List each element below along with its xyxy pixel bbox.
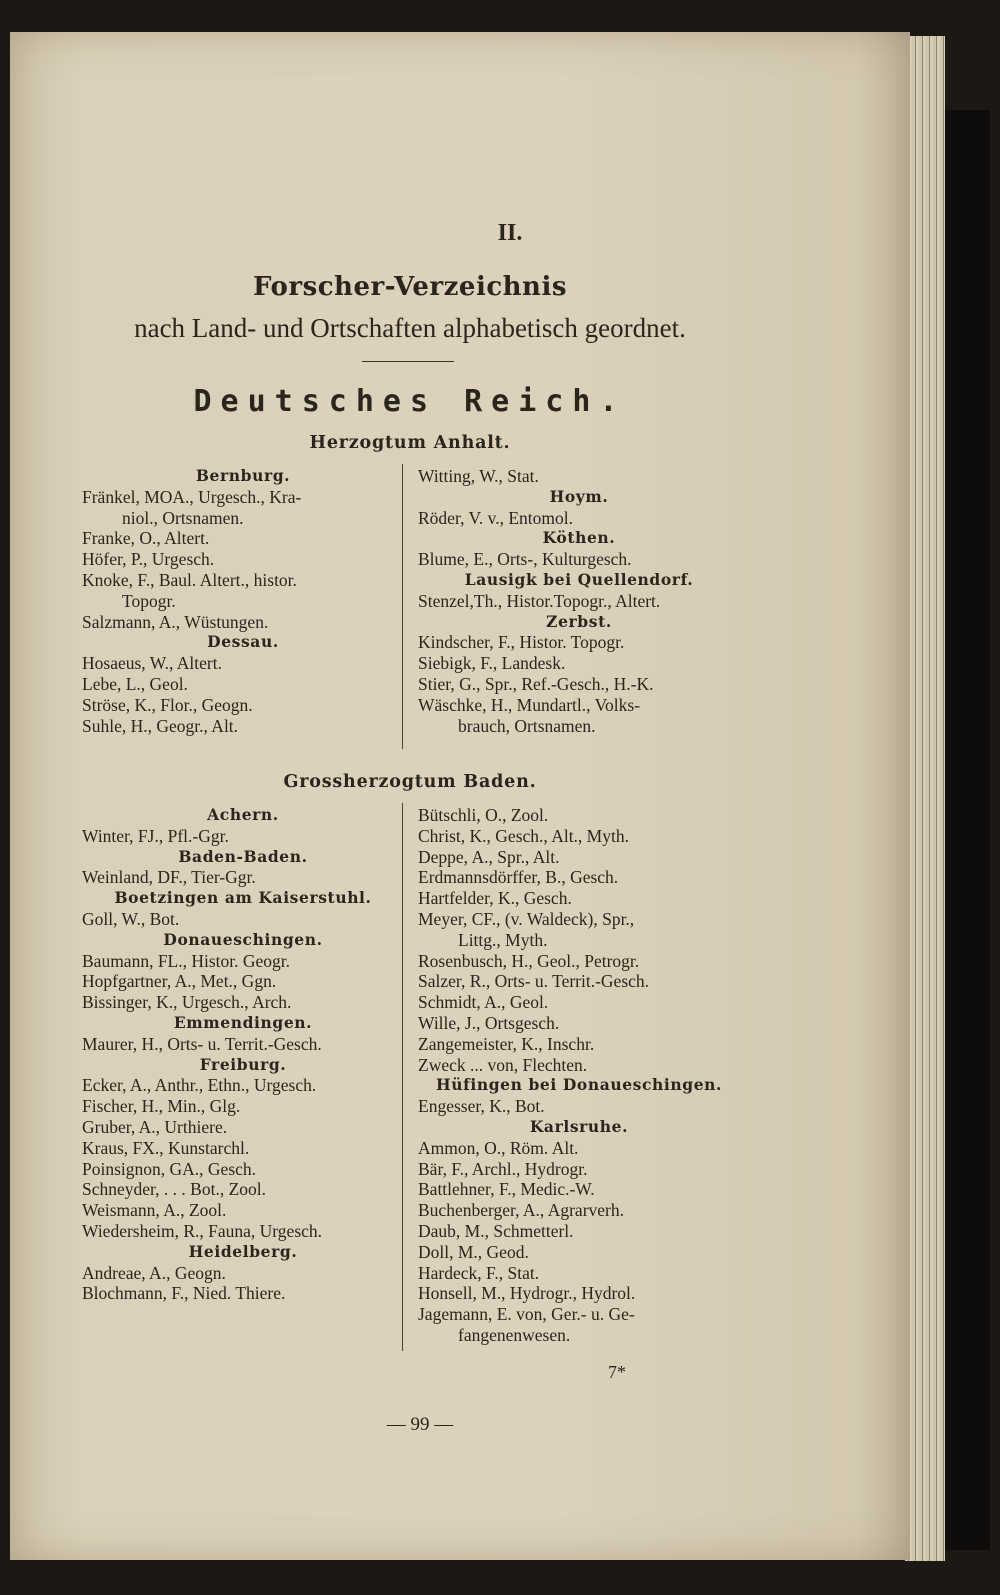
list-item: Deppe, A., Spr., Alt. xyxy=(418,846,560,867)
territory-heading-anhalt: Herzogtum Anhalt. xyxy=(309,433,511,453)
list-item: Knoke, F., Baul. Altert., histor. xyxy=(82,569,297,590)
place-heading: Dessau. xyxy=(207,632,279,652)
list-item: Zangemeister, K., Inschr. xyxy=(418,1033,595,1054)
page-edges xyxy=(905,36,945,1561)
list-item: Schneyder, . . . Bot., Zool. xyxy=(82,1179,266,1200)
baden-left-column xyxy=(82,805,404,1304)
list-item: Honsell, M., Hydrogr., Hydrol. xyxy=(418,1283,636,1304)
title-rule xyxy=(362,361,454,362)
place-heading: Hüfingen bei Donaueschingen. xyxy=(435,1075,723,1095)
list-item: niol., Ortsnamen. xyxy=(122,507,244,528)
territory-heading-baden: Grossherzogtum Baden. xyxy=(283,772,537,792)
list-item: Christ, K., Gesch., Alt., Myth. xyxy=(418,825,629,846)
place-heading: Lausigk bei Quellendorf. xyxy=(464,569,694,589)
list-item: Poinsignon, GA., Gesch. xyxy=(82,1158,257,1179)
list-item: Winter, FJ., Pfl.-Ggr. xyxy=(82,825,229,846)
place-heading: Achern. xyxy=(207,805,279,824)
list-item: Hopfgartner, A., Met., Ggn. xyxy=(82,971,277,992)
place-heading: Emmendingen. xyxy=(173,1012,313,1032)
list-item: Blume, E., Orts-, Kulturgesch. xyxy=(418,549,632,570)
list-item: Weinland, DF., Tier-Ggr. xyxy=(82,867,256,888)
list-item: Andreae, A., Geogn. xyxy=(82,1262,226,1283)
list-item: Goll, W., Bot. xyxy=(82,908,180,929)
list-item: Wäschke, H., Mundartl., Volks- xyxy=(418,694,640,715)
list-item: Salzer, R., Orts- u. Territ.-Gesch. xyxy=(418,971,650,992)
list-item: Röder, V. v., Entomol. xyxy=(418,507,574,528)
list-item: Siebigk, F., Landesk. xyxy=(418,653,566,674)
list-item: Franke, O., Altert. xyxy=(82,528,210,549)
list-item: Kraus, FX., Kunstarchl. xyxy=(82,1137,250,1158)
list-item: Kindscher, F., Histor. Topogr. xyxy=(418,632,625,653)
list-item: Stenzel,Th., Histor.Topogr., Altert. xyxy=(418,590,661,611)
column-divider xyxy=(402,464,403,749)
list-item: Fischer, H., Min., Glg. xyxy=(82,1096,241,1117)
place-heading: Heidelberg. xyxy=(188,1241,298,1261)
place-heading: Donaueschingen. xyxy=(163,929,323,949)
list-item: Daub, M., Schmetterl. xyxy=(418,1220,574,1241)
list-item: Meyer, CF., (v. Waldeck), Spr., xyxy=(418,908,635,929)
place-heading: Boetzingen am Kaiserstuhl. xyxy=(114,888,372,908)
list-item: Bär, F., Archl., Hydrogr. xyxy=(418,1158,588,1179)
list-item: Battlehner, F., Medic.-W. xyxy=(418,1179,595,1200)
list-item: Ammon, O., Röm. Alt. xyxy=(418,1137,579,1158)
list-item: Salzmann, A., Wüstungen. xyxy=(82,611,269,632)
page-title: Forscher-Verzeichnis xyxy=(253,272,567,302)
list-item: Höfer, P., Urgesch. xyxy=(82,549,215,570)
list-item: Erdmannsdörffer, B., Gesch. xyxy=(418,867,619,888)
place-heading: Freiburg. xyxy=(199,1054,287,1074)
place-heading: Bernburg. xyxy=(195,466,291,485)
list-item: Littg., Myth. xyxy=(458,929,548,950)
list-item: Blochmann, F., Nied. Thiere. xyxy=(82,1283,286,1304)
place-heading: Köthen. xyxy=(542,528,616,548)
list-item: Ecker, A., Anthr., Ethn., Urgesch. xyxy=(82,1075,317,1096)
anhalt-right-column xyxy=(418,466,740,736)
list-item: Ströse, K., Flor., Geogn. xyxy=(82,694,253,715)
column-divider xyxy=(402,803,403,1351)
list-item: Witting, W., Stat. xyxy=(418,466,539,486)
list-item: Suhle, H., Geogr., Alt. xyxy=(82,715,239,736)
list-item: Buchenberger, A., Agrarverh. xyxy=(418,1200,624,1221)
list-item: Lebe, L., Geol. xyxy=(82,673,188,694)
list-item: Zweck ... von, Flechten. xyxy=(418,1054,588,1075)
list-item: Wille, J., Ortsgesch. xyxy=(418,1012,560,1033)
baden-right-column xyxy=(418,805,740,1346)
place-heading: Karlsruhe. xyxy=(529,1116,629,1136)
list-item: Rosenbusch, H., Geol., Petrogr. xyxy=(418,950,640,971)
place-heading: Baden-Baden. xyxy=(178,846,308,866)
list-item: Wiedersheim, R., Fauna, Urgesch. xyxy=(82,1220,323,1241)
list-item: Hardeck, F., Stat. xyxy=(418,1262,540,1283)
list-item: Doll, M., Geod. xyxy=(418,1241,529,1262)
list-item: Jagemann, E. von, Ger.- u. Ge- xyxy=(418,1304,635,1325)
anhalt-left-column xyxy=(82,466,404,736)
list-item: Bissinger, K., Urgesch., Arch. xyxy=(82,992,292,1013)
list-item: brauch, Ortsnamen. xyxy=(458,715,596,736)
list-item: Hartfelder, K., Gesch. xyxy=(418,888,572,909)
page-number: — 99 — xyxy=(386,1414,454,1435)
country-heading: Deutsches Reich. xyxy=(193,384,627,419)
book-cover-edge xyxy=(945,110,990,1550)
signature-mark: 7* xyxy=(608,1362,626,1382)
list-item: Topogr. xyxy=(122,590,176,611)
list-item: Hosaeus, W., Altert. xyxy=(82,653,222,674)
page-subtitle: nach Land- und Ortschaften alphabetisch geordnet. xyxy=(134,313,686,343)
list-item: Engesser, K., Bot. xyxy=(418,1096,545,1117)
list-item: Gruber, A., Urthiere. xyxy=(82,1116,228,1137)
list-item: Baumann, FL., Histor. Geogr. xyxy=(82,950,291,971)
place-heading: Zerbst. xyxy=(546,611,612,631)
list-item: Schmidt, A., Geol. xyxy=(418,992,549,1013)
list-item: Fränkel, MOA., Urgesch., Kra- xyxy=(82,486,302,507)
list-item: Bütschli, O., Zool. xyxy=(418,805,549,825)
place-heading: Hoym. xyxy=(549,486,609,506)
book-page xyxy=(10,32,910,1560)
section-numeral: II. xyxy=(497,220,523,246)
list-item: Stier, G., Spr., Ref.-Gesch., H.-K. xyxy=(418,673,654,694)
list-item: fangenenwesen. xyxy=(458,1324,571,1345)
list-item: Weismann, A., Zool. xyxy=(82,1200,227,1221)
list-item: Maurer, H., Orts- u. Territ.-Gesch. xyxy=(82,1033,322,1054)
